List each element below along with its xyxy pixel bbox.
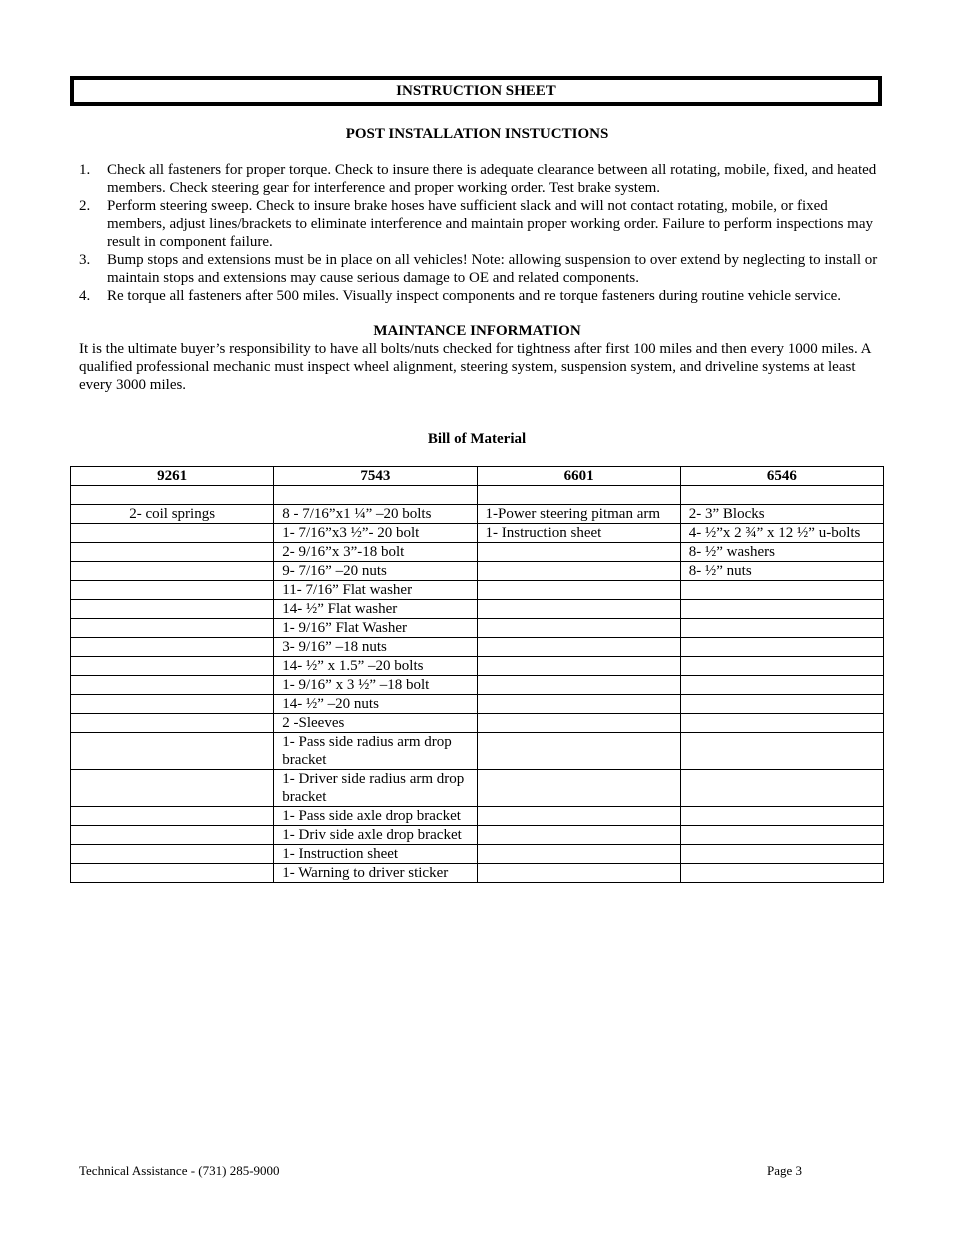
table-cell: 1- Driver side radius arm drop bracket [274, 770, 477, 807]
table-cell: 1-Power steering pitman arm [477, 505, 680, 524]
table-row [71, 657, 884, 676]
table-row [71, 826, 884, 845]
table-cell [71, 486, 274, 505]
table-cell [477, 676, 680, 695]
table-cell [71, 581, 274, 600]
table-cell: 2- 9/16”x 3”-18 bolt [274, 543, 477, 562]
table-cell [680, 826, 883, 845]
list-item-text: Bump stops and extensions must be in place on all vehicles! Note: allowing suspension to over extend by neglecting to install or maintain stops and extensions may cause serious damage to OE and related components. [107, 252, 878, 286]
table-row [71, 695, 884, 714]
table-cell: 8- ½” washers [680, 543, 883, 562]
table-cell [71, 524, 274, 543]
page-title: INSTRUCTION SHEET [396, 83, 556, 99]
table-cell [680, 770, 883, 807]
list-item-number: 1. [79, 162, 91, 178]
table-cell [71, 657, 274, 676]
list-item [79, 161, 879, 197]
table-cell [71, 826, 274, 845]
table-cell [680, 695, 883, 714]
table-cell: 8- ½” nuts [680, 562, 883, 581]
table-cell: 14- ½” –20 nuts [274, 695, 477, 714]
table-cell [477, 657, 680, 676]
list-item [79, 287, 879, 305]
table-cell [477, 733, 680, 770]
table-cell [477, 714, 680, 733]
table-cell [477, 770, 680, 807]
table-row [71, 543, 884, 562]
list-item [79, 197, 879, 251]
table-cell [680, 733, 883, 770]
table-cell [477, 695, 680, 714]
bom-table-body [71, 486, 884, 883]
table-cell [71, 695, 274, 714]
table-cell [71, 600, 274, 619]
table-cell [477, 543, 680, 562]
table-cell [680, 638, 883, 657]
table-row [71, 638, 884, 657]
table-cell: 1- Instruction sheet [274, 845, 477, 864]
list-item-number: 2. [79, 198, 91, 214]
table-cell [680, 486, 883, 505]
table-row [71, 505, 884, 524]
bill-of-material-table [70, 466, 884, 883]
column-header: 9261 [71, 467, 274, 486]
title-box [70, 76, 882, 106]
table-cell: 2- 3” Blocks [680, 505, 883, 524]
table-cell [71, 864, 274, 883]
table-cell [680, 864, 883, 883]
table-cell [680, 581, 883, 600]
table-cell: 3- 9/16” –18 nuts [274, 638, 477, 657]
table-cell [680, 657, 883, 676]
column-header: 6546 [680, 467, 883, 486]
table-cell [477, 845, 680, 864]
table-cell: 9- 7/16” –20 nuts [274, 562, 477, 581]
table-cell [71, 733, 274, 770]
table-cell [680, 845, 883, 864]
table-cell: 8 - 7/16”x1 ¼” –20 bolts [274, 505, 477, 524]
table-cell [477, 638, 680, 657]
post-install-heading: POST INSTALLATION INSTUCTIONS [345, 126, 609, 142]
table-cell [274, 486, 477, 505]
table-cell [71, 619, 274, 638]
table-header-row [71, 467, 884, 486]
table-cell [71, 543, 274, 562]
table-cell: 1- Instruction sheet [477, 524, 680, 543]
table-row [71, 807, 884, 826]
table-row [71, 864, 884, 883]
table-cell [71, 845, 274, 864]
maintenance-heading: MAINTANCE INFORMATION [373, 323, 581, 339]
table-row [71, 600, 884, 619]
list-item-text: Perform steering sweep. Check to insure brake hoses have sufficient slack and will not contact rotating, mobile, or fixed members, adjust lines/brackets to eliminate interference and maintain proper working order. Failure to perform inspections may result in component failure. [107, 198, 874, 250]
table-cell [680, 807, 883, 826]
table-cell [477, 864, 680, 883]
column-header: 6601 [477, 467, 680, 486]
table-cell: 1- Pass side axle drop bracket [274, 807, 477, 826]
table-cell [477, 600, 680, 619]
table-row [71, 562, 884, 581]
table-cell [477, 807, 680, 826]
table-row [71, 714, 884, 733]
table-cell [477, 581, 680, 600]
table-cell: 1- Pass side radius arm drop bracket [274, 733, 477, 770]
list-item [79, 251, 879, 287]
table-cell: 11- 7/16” Flat washer [274, 581, 477, 600]
table-row [71, 770, 884, 807]
table-cell: 1- 9/16” Flat Washer [274, 619, 477, 638]
list-item-text: Check all fasteners for proper torque. Check to insure there is adequate clearance between all rotating, mobile, fixed, and heated members. Check steering gear for interference and proper working order. Test brake system. [107, 162, 877, 196]
table-cell: 2- coil springs [71, 505, 274, 524]
table-row [71, 486, 884, 505]
table-cell [71, 770, 274, 807]
footer-tech-assistance: Technical Assistance - (731) 285-9000 [79, 1163, 280, 1178]
column-header: 7543 [274, 467, 477, 486]
table-cell [71, 638, 274, 657]
table-cell [680, 676, 883, 695]
bom-heading: Bill of Material [427, 431, 527, 447]
list-item-number: 4. [79, 288, 91, 304]
table-cell [680, 714, 883, 733]
table-cell: 2 -Sleeves [274, 714, 477, 733]
table-cell: 14- ½” Flat washer [274, 600, 477, 619]
list-item-number: 3. [79, 252, 91, 268]
table-cell [71, 807, 274, 826]
table-row [71, 733, 884, 770]
table-cell: 1- Warning to driver sticker [274, 864, 477, 883]
post-install-list [79, 161, 879, 305]
table-cell [477, 619, 680, 638]
table-cell [477, 826, 680, 845]
table-row [71, 581, 884, 600]
table-cell [71, 714, 274, 733]
table-cell [680, 600, 883, 619]
table-cell: 1- Driv side axle drop bracket [274, 826, 477, 845]
table-cell: 14- ½” x 1.5” –20 bolts [274, 657, 477, 676]
list-item-text: Re torque all fasteners after 500 miles. Visually inspect components and re torque fasteners during routine vehicle service. [107, 288, 842, 304]
table-cell: 1- 7/16”x3 ½”- 20 bolt [274, 524, 477, 543]
table-row [71, 619, 884, 638]
table-cell [71, 676, 274, 695]
table-cell [71, 562, 274, 581]
table-row [71, 676, 884, 695]
table-row [71, 524, 884, 543]
footer-page-number: Page 3 [767, 1163, 803, 1178]
table-cell: 4- ½”x 2 ¾” x 12 ½” u-bolts [680, 524, 883, 543]
table-cell [680, 619, 883, 638]
table-cell [477, 486, 680, 505]
table-row [71, 845, 884, 864]
table-cell [477, 562, 680, 581]
table-cell: 1- 9/16” x 3 ½” –18 bolt [274, 676, 477, 695]
maintenance-text: It is the ultimate buyer’s responsibility to have all bolts/nuts checked for tightness after first 100 miles and then every 1000 miles. A qualified professional mechanic must inspect wheel alignment, steering system, suspension system, and driveline systems at least every 3000 miles. [79, 341, 871, 393]
